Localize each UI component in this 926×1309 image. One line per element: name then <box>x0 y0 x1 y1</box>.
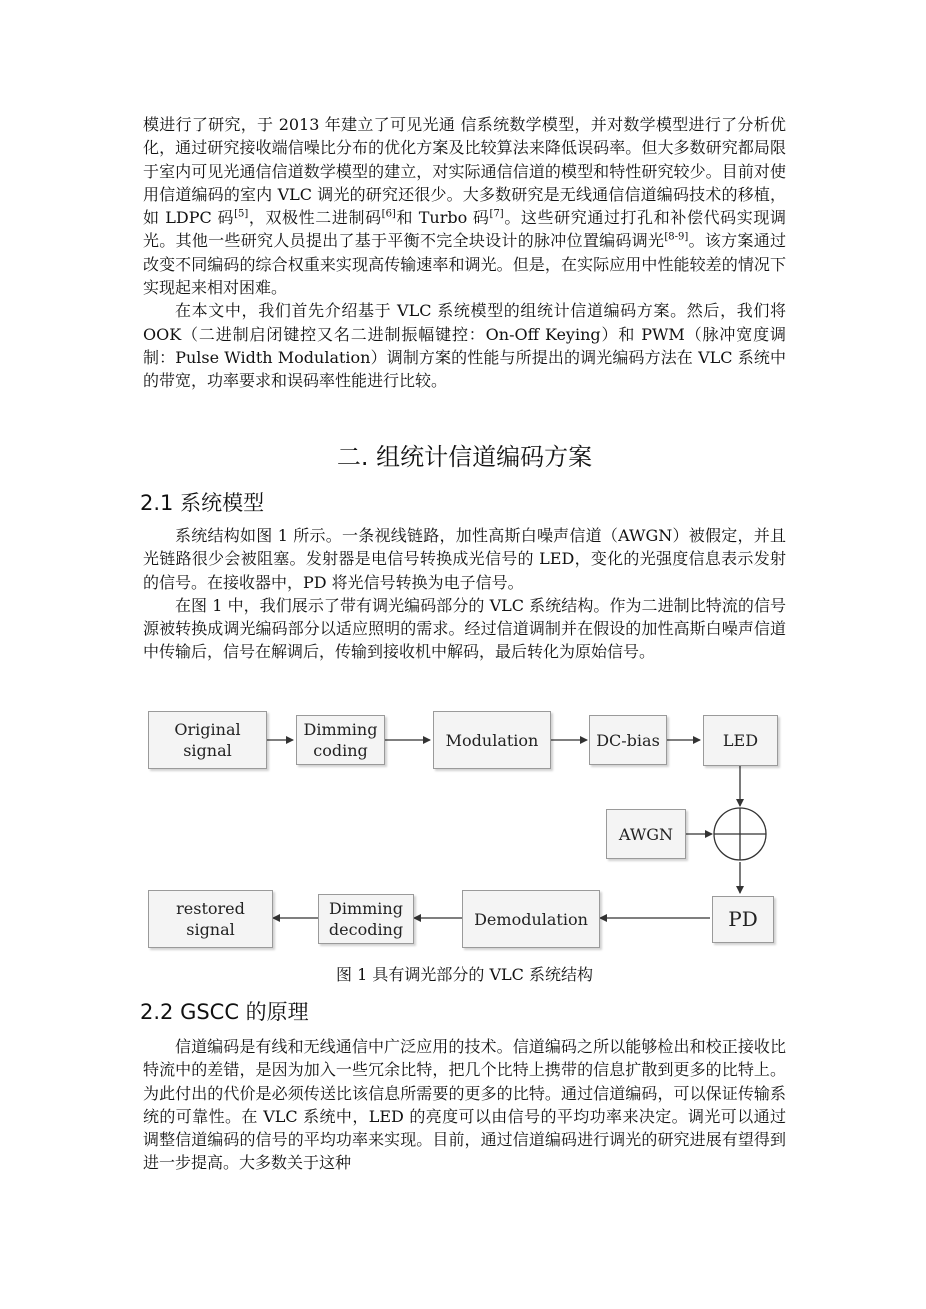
gscc-text <box>143 1035 786 1175</box>
modulation-box: Modulation <box>433 711 551 769</box>
citation-7: [7] <box>489 208 504 220</box>
subsection-title-2-1: 2.1 系统模型 <box>140 491 265 515</box>
demodulation-box: Demodulation <box>462 890 600 948</box>
pd-box: PD <box>712 896 774 943</box>
figure-caption: 图 1 具有调光部分的 VLC 系统结构 <box>336 965 593 984</box>
citation-5: [5] <box>234 208 249 220</box>
awgn-box: AWGN <box>606 809 686 859</box>
citation-6: [6] <box>381 208 396 220</box>
paragraph-4: 在图 1 中，我们展示了带有调光编码部分的 VLC 系统结构。作为二进制比特流的信号源被转换成调光编码部分以适应照明的需求。经过信道调制并在假设的加性高斯白噪声信道中传输后，信号在解调后，传输到接收机中解码，最后转化为原始信号。 <box>143 595 786 662</box>
section-title: 二. 组统计信道编码方案 <box>336 443 593 471</box>
restored-signal-box: restored signal <box>148 890 273 948</box>
intro-paragraph: 模进行了研究，于 2013 年建立了可见光通 信系统数学模型，并对数学模型进行了分析优化，通过研究接收端信噪比分布的优化方案及比较算法来降低误码率。但大多数研究都局限于室内可见光通信信道数学模型的建立，对实际通信信道的模型和特性研究较少。目前对使用信道编码的室内 VLC 调光的研究还很少。大多数研究是无线通信信道编码技术的移植，如 LDPC 码[5]，双极性二进制码[6]和 Turbo 码[7]。这些研究通过打孔和补偿代码实现调光。其他一些研究人员提出了基于平衡不完全块设计的脉冲位置编码调光[8-9]。该方案通过改变不同编码的综合权重来实现高传输速率和调光。但是，在实际应用中性能较差的情况下实现起来相对困难。 在本文中，我们首先介绍基于 VLC 系统模型的组统计信道编码方案。然后，我们将 OOK（二进制启闭键控又名二进制振幅键控：On-Off Keying）和 PWM（脉冲宽度调制：Pulse Width Modulation）调制方案的性能与所提出的调光编码方法在 VLC 系统中的带宽，功率要求和误码率性能进行比较。 <box>143 113 786 393</box>
led-box: LED <box>703 715 778 766</box>
dimming-coding-box: Dimming coding <box>296 715 385 765</box>
citation-8-9: [8-9] <box>664 232 689 244</box>
subsection-title-2-2: 2.2 GSCC 的原理 <box>140 1000 309 1024</box>
adder-icon <box>714 808 766 860</box>
dimming-decoding-box: Dimming decoding <box>318 894 414 944</box>
paragraph-2: 在本文中，我们首先介绍基于 VLC 系统模型的组统计信道编码方案。然后，我们将 OOK（二进制启闭键控又名二进制振幅键控：On-Off Keying）和 PWM（脉冲宽度调制：Pulse Width Modulation）调制方案的性能与所提出的调光编码方法在 VLC 系统中的带宽，功率要求和误码率性能进行比较。 <box>143 301 786 391</box>
paragraph-3: 系统结构如图 1 所示。一条视线链路，加性高斯白噪声信道（AWGN）被假定，并且光链路很少会被阻塞。发射器是电信号转换成光信号的 LED，变化的光强度信息表示发射的信号。在接收器中，PD 将光信号转换为电子信号。 <box>143 526 786 592</box>
original-signal-box: Original signal <box>148 711 267 769</box>
paragraph-5: 信道编码是有线和无线通信中广泛应用的技术。信道编码之所以能够检出和校正接收比特流中的差错，是因为加入一些冗余比特，把几个比特上携带的信息扩散到更多的比特上。为此付出的代价是必须传送比该信息所需要的更多的比特。通过信道编码，可以保证传输系统的可靠性。在 VLC 系统中，LED 的亮度可以由信号的平均功率来决定。调光可以通过调整信道编码的信号的平均功率来实现。目前，通过信道编码进行调光的研究进展有望得到进一步提高。大多数关于这种 <box>143 1037 786 1173</box>
dc-bias-box: DC-bias <box>589 715 667 765</box>
